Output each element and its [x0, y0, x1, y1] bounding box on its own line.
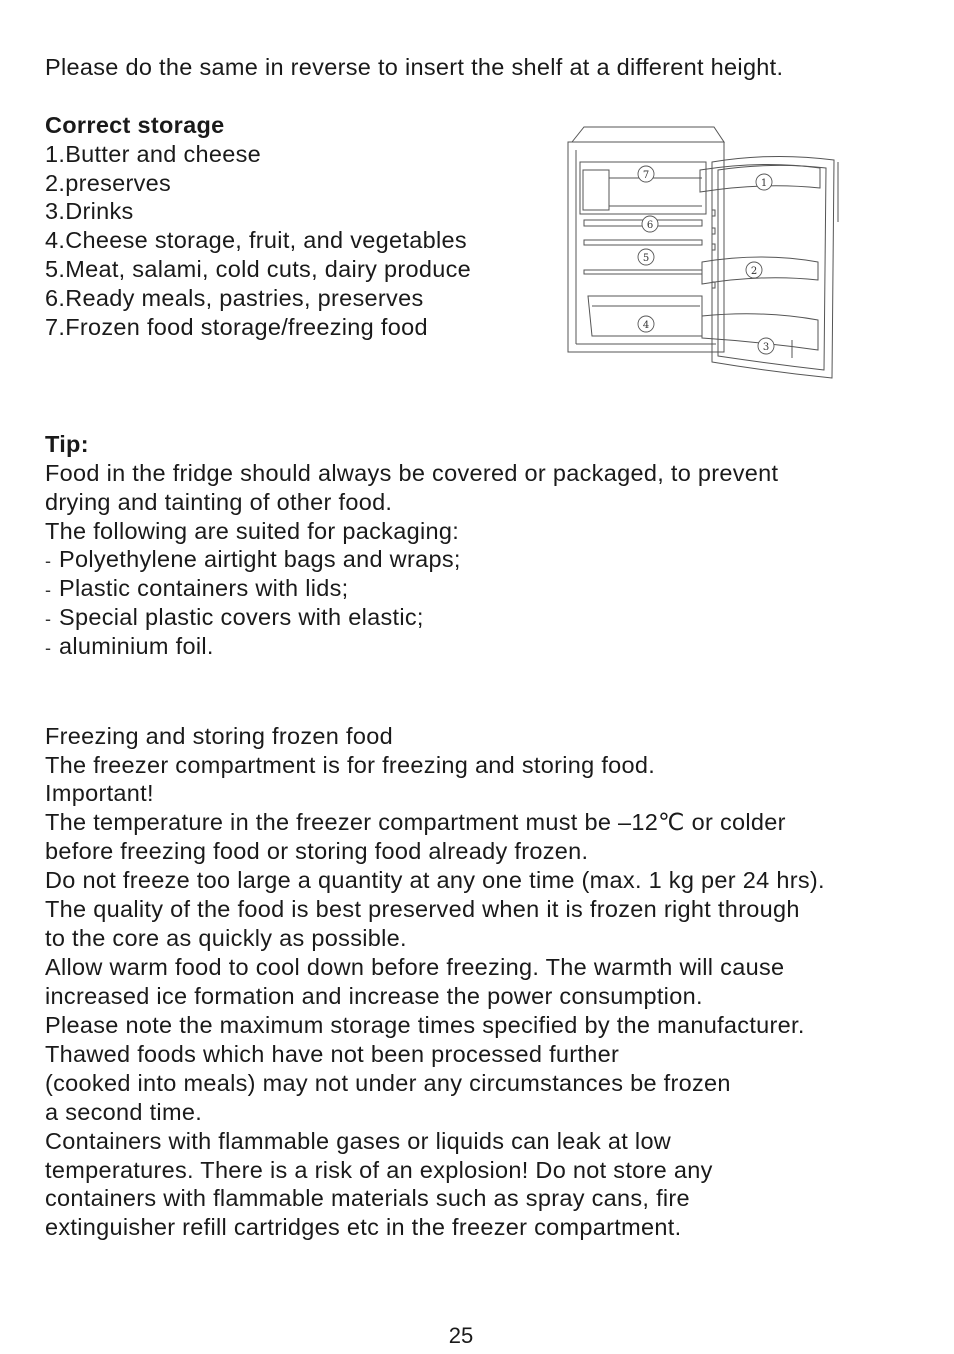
tip-bullet-text: Plastic containers with lids; [59, 575, 349, 601]
tip-bullet [45, 632, 214, 663]
tip-bullet [45, 603, 424, 634]
storage-item: 2.preserves [45, 170, 172, 196]
freezing-line: containers with flammable materials such as spray cans, fire [45, 1185, 690, 1211]
storage-item: 3.Drinks [45, 198, 134, 224]
freezing-line: before freezing food or storing food already frozen. [45, 838, 589, 864]
freezing-line: (cooked into meals) may not under any circumstances be frozen [45, 1070, 731, 1096]
fridge-diagram [562, 122, 844, 382]
figure-label-3: 3 [762, 342, 770, 353]
storage-heading: Correct storage [45, 112, 225, 138]
figure-label-7: 7 [642, 170, 650, 181]
tip-line: Food in the fridge should always be covered or packaged, to prevent [45, 460, 779, 486]
tip-line: drying and tainting of other food. [45, 489, 393, 515]
freezing-line: Important! [45, 780, 154, 806]
freezing-line: a second time. [45, 1099, 203, 1125]
tip-bullet-text: Special plastic covers with elastic; [59, 604, 424, 630]
storage-item: 6.Ready meals, pastries, preserves [45, 285, 424, 311]
tip-bullet [45, 574, 349, 605]
freezing-line: The temperature in the freezer compartment must be –12℃ or colder [45, 809, 786, 835]
freezing-line: The freezer compartment is for freezing and storing food. [45, 752, 656, 778]
freezing-line: Thawed foods which have not been processed further [45, 1041, 620, 1067]
intro-text: Please do the same in reverse to insert the shelf at a different height. [45, 54, 784, 80]
freezing-line: Please note the maximum storage times specified by the manufacturer. [45, 1012, 805, 1038]
tip-bullet-text: aluminium foil. [59, 633, 214, 659]
dash-marker: - [45, 638, 52, 658]
figure-label-1: 1 [760, 178, 768, 189]
freezing-line: Freezing and storing frozen food [45, 723, 393, 749]
figure-label-2: 2 [750, 266, 758, 277]
dash-marker: - [45, 580, 52, 600]
freezing-line: Allow warm food to cool down before freezing. The warmth will cause [45, 954, 785, 980]
dash-marker: - [45, 609, 52, 629]
freezing-line: The quality of the food is best preserved when it is frozen right through [45, 896, 800, 922]
figure-label-6: 6 [646, 220, 654, 231]
freezing-line: Containers with flammable gases or liquids can leak at low [45, 1128, 672, 1154]
page-number: 25 [448, 1323, 474, 1348]
storage-item: 5.Meat, salami, cold cuts, dairy produce [45, 256, 472, 282]
freezing-line: to the core as quickly as possible. [45, 925, 407, 951]
storage-item: 1.Butter and cheese [45, 141, 262, 167]
freezing-line: Do not freeze too large a quantity at any one time (max. 1 kg per 24 hrs). [45, 867, 825, 893]
tip-bullet-text: Polyethylene airtight bags and wraps; [59, 546, 461, 572]
tip-bullet [45, 545, 461, 576]
freezing-line: increased ice formation and increase the power consumption. [45, 983, 703, 1009]
dash-marker: - [45, 551, 52, 571]
freezing-line: extinguisher refill cartridges etc in the freezer compartment. [45, 1214, 682, 1240]
tip-line: The following are suited for packaging: [45, 518, 460, 544]
storage-item: 7.Frozen food storage/freezing food [45, 314, 428, 340]
tip-heading: Tip: [45, 431, 89, 457]
figure-label-5: 5 [642, 253, 650, 264]
storage-item: 4.Cheese storage, fruit, and vegetables [45, 227, 467, 253]
figure-label-4: 4 [642, 320, 650, 331]
freezing-line: temperatures. There is a risk of an explosion! Do not store any [45, 1157, 713, 1183]
